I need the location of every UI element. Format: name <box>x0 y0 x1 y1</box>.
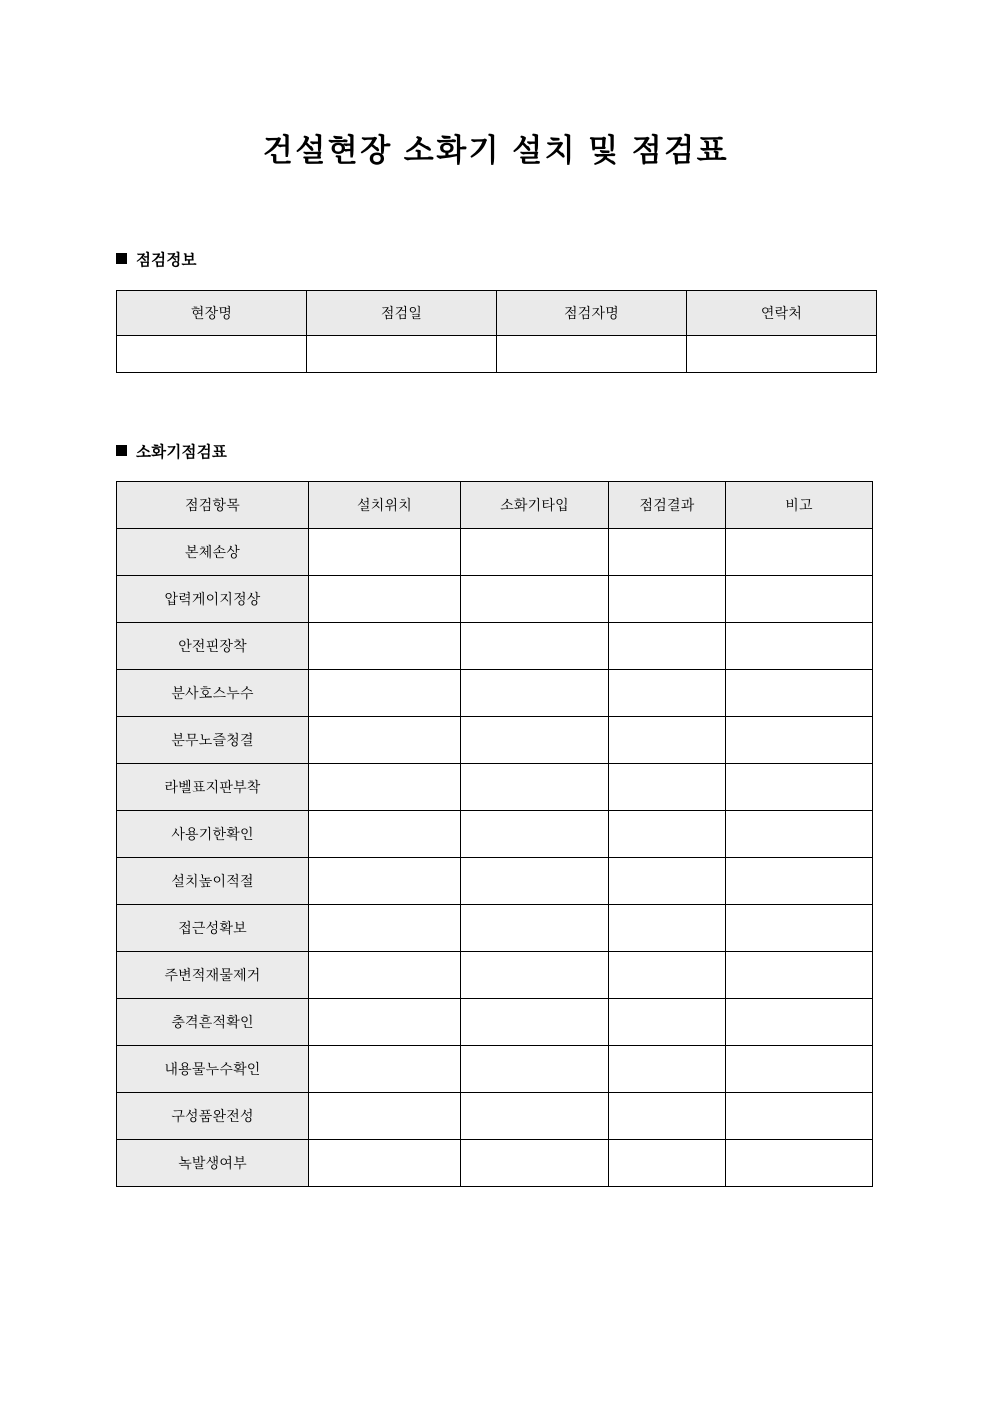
cell-install-location[interactable] <box>309 1093 461 1140</box>
cell-install-location[interactable] <box>309 811 461 858</box>
cell-remarks[interactable] <box>726 576 873 623</box>
cell-extinguisher-type[interactable] <box>461 1093 609 1140</box>
cell-remarks[interactable] <box>726 1140 873 1187</box>
column-header-inspector-name: 점검자명 <box>497 291 687 336</box>
cell-extinguisher-type[interactable] <box>461 952 609 999</box>
cell-inspection-result[interactable] <box>609 952 726 999</box>
checklist-item-label: 분사호스누수 <box>117 670 309 717</box>
cell-inspection-result[interactable] <box>609 811 726 858</box>
column-header-inspection-item: 점검항목 <box>117 482 309 529</box>
cell-contact[interactable] <box>687 336 877 373</box>
cell-extinguisher-type[interactable] <box>461 858 609 905</box>
cell-remarks[interactable] <box>726 623 873 670</box>
checklist-item-label: 구성품완전성 <box>117 1093 309 1140</box>
checklist-item-label: 접근성확보 <box>117 905 309 952</box>
column-header-contact: 연락처 <box>687 291 877 336</box>
filled-square-icon <box>116 253 127 264</box>
cell-install-location[interactable] <box>309 764 461 811</box>
extinguisher-checklist-table <box>116 481 873 1187</box>
cell-inspection-result[interactable] <box>609 905 726 952</box>
column-header-remarks: 비고 <box>726 482 873 529</box>
checklist-item-label: 주변적재물제거 <box>117 952 309 999</box>
table-row <box>117 952 873 999</box>
checklist-item-label: 압력게이지정상 <box>117 576 309 623</box>
cell-remarks[interactable] <box>726 529 873 576</box>
cell-remarks[interactable] <box>726 1093 873 1140</box>
cell-extinguisher-type[interactable] <box>461 576 609 623</box>
cell-install-location[interactable] <box>309 1140 461 1187</box>
cell-install-location[interactable] <box>309 529 461 576</box>
checklist-item-label: 사용기한확인 <box>117 811 309 858</box>
column-header-extinguisher-type: 소화기타입 <box>461 482 609 529</box>
section-heading-label: 소화기점검표 <box>136 444 228 461</box>
cell-remarks[interactable] <box>726 764 873 811</box>
cell-install-location[interactable] <box>309 952 461 999</box>
cell-remarks[interactable] <box>726 811 873 858</box>
cell-inspection-result[interactable] <box>609 764 726 811</box>
checklist-item-label: 분무노즐청결 <box>117 717 309 764</box>
column-header-site-name: 현장명 <box>117 291 307 336</box>
section-heading-label: 점검정보 <box>136 252 197 269</box>
cell-remarks[interactable] <box>726 670 873 717</box>
cell-inspection-result[interactable] <box>609 623 726 670</box>
page-title: 건설현장 소화기 설치 및 점검표 <box>262 133 730 168</box>
cell-install-location[interactable] <box>309 670 461 717</box>
table-row <box>117 1140 873 1187</box>
cell-inspection-result[interactable] <box>609 717 726 764</box>
table-row <box>117 1093 873 1140</box>
inspection-info-table <box>116 290 877 373</box>
cell-inspection-result[interactable] <box>609 858 726 905</box>
cell-inspection-result[interactable] <box>609 1140 726 1187</box>
table-row <box>117 623 873 670</box>
cell-inspection-result[interactable] <box>609 529 726 576</box>
section-heading-extinguisher-checklist <box>116 442 227 464</box>
table-row <box>117 670 873 717</box>
cell-inspection-result[interactable] <box>609 1093 726 1140</box>
cell-inspection-date[interactable] <box>307 336 497 373</box>
cell-inspection-result[interactable] <box>609 1046 726 1093</box>
cell-extinguisher-type[interactable] <box>461 905 609 952</box>
cell-extinguisher-type[interactable] <box>461 999 609 1046</box>
cell-remarks[interactable] <box>726 905 873 952</box>
cell-install-location[interactable] <box>309 999 461 1046</box>
table-header-row <box>117 482 873 529</box>
cell-install-location[interactable] <box>309 905 461 952</box>
checklist-item-label: 내용물누수확인 <box>117 1046 309 1093</box>
cell-extinguisher-type[interactable] <box>461 1140 609 1187</box>
cell-inspector-name[interactable] <box>497 336 687 373</box>
checklist-item-label: 라벨표지판부착 <box>117 764 309 811</box>
table-row <box>117 717 873 764</box>
table-row <box>117 999 873 1046</box>
table-row <box>117 576 873 623</box>
cell-install-location[interactable] <box>309 858 461 905</box>
cell-extinguisher-type[interactable] <box>461 670 609 717</box>
checklist-item-label: 본체손상 <box>117 529 309 576</box>
cell-inspection-result[interactable] <box>609 576 726 623</box>
cell-extinguisher-type[interactable] <box>461 529 609 576</box>
filled-square-icon <box>116 445 127 456</box>
cell-remarks[interactable] <box>726 952 873 999</box>
cell-install-location[interactable] <box>309 1046 461 1093</box>
cell-site-name[interactable] <box>117 336 307 373</box>
column-header-inspection-date: 점검일 <box>307 291 497 336</box>
checklist-item-label: 녹발생여부 <box>117 1140 309 1187</box>
checklist-item-label: 충격흔적확인 <box>117 999 309 1046</box>
table-header-row <box>117 291 877 336</box>
cell-remarks[interactable] <box>726 717 873 764</box>
table-row <box>117 905 873 952</box>
cell-remarks[interactable] <box>726 999 873 1046</box>
column-header-inspection-result: 점검결과 <box>609 482 726 529</box>
checklist-item-label: 안전핀장착 <box>117 623 309 670</box>
table-row <box>117 336 877 373</box>
cell-install-location[interactable] <box>309 623 461 670</box>
cell-remarks[interactable] <box>726 858 873 905</box>
table-row <box>117 529 873 576</box>
cell-install-location[interactable] <box>309 576 461 623</box>
cell-extinguisher-type[interactable] <box>461 623 609 670</box>
table-row <box>117 811 873 858</box>
cell-extinguisher-type[interactable] <box>461 811 609 858</box>
cell-inspection-result[interactable] <box>609 999 726 1046</box>
cell-extinguisher-type[interactable] <box>461 1046 609 1093</box>
table-row <box>117 858 873 905</box>
cell-remarks[interactable] <box>726 1046 873 1093</box>
cell-inspection-result[interactable] <box>609 670 726 717</box>
section-heading-inspection-info <box>116 250 197 272</box>
table-row <box>117 764 873 811</box>
cell-extinguisher-type[interactable] <box>461 717 609 764</box>
cell-install-location[interactable] <box>309 717 461 764</box>
column-header-install-location: 설치위치 <box>309 482 461 529</box>
table-row <box>117 1046 873 1093</box>
checklist-item-label: 설치높이적절 <box>117 858 309 905</box>
cell-extinguisher-type[interactable] <box>461 764 609 811</box>
